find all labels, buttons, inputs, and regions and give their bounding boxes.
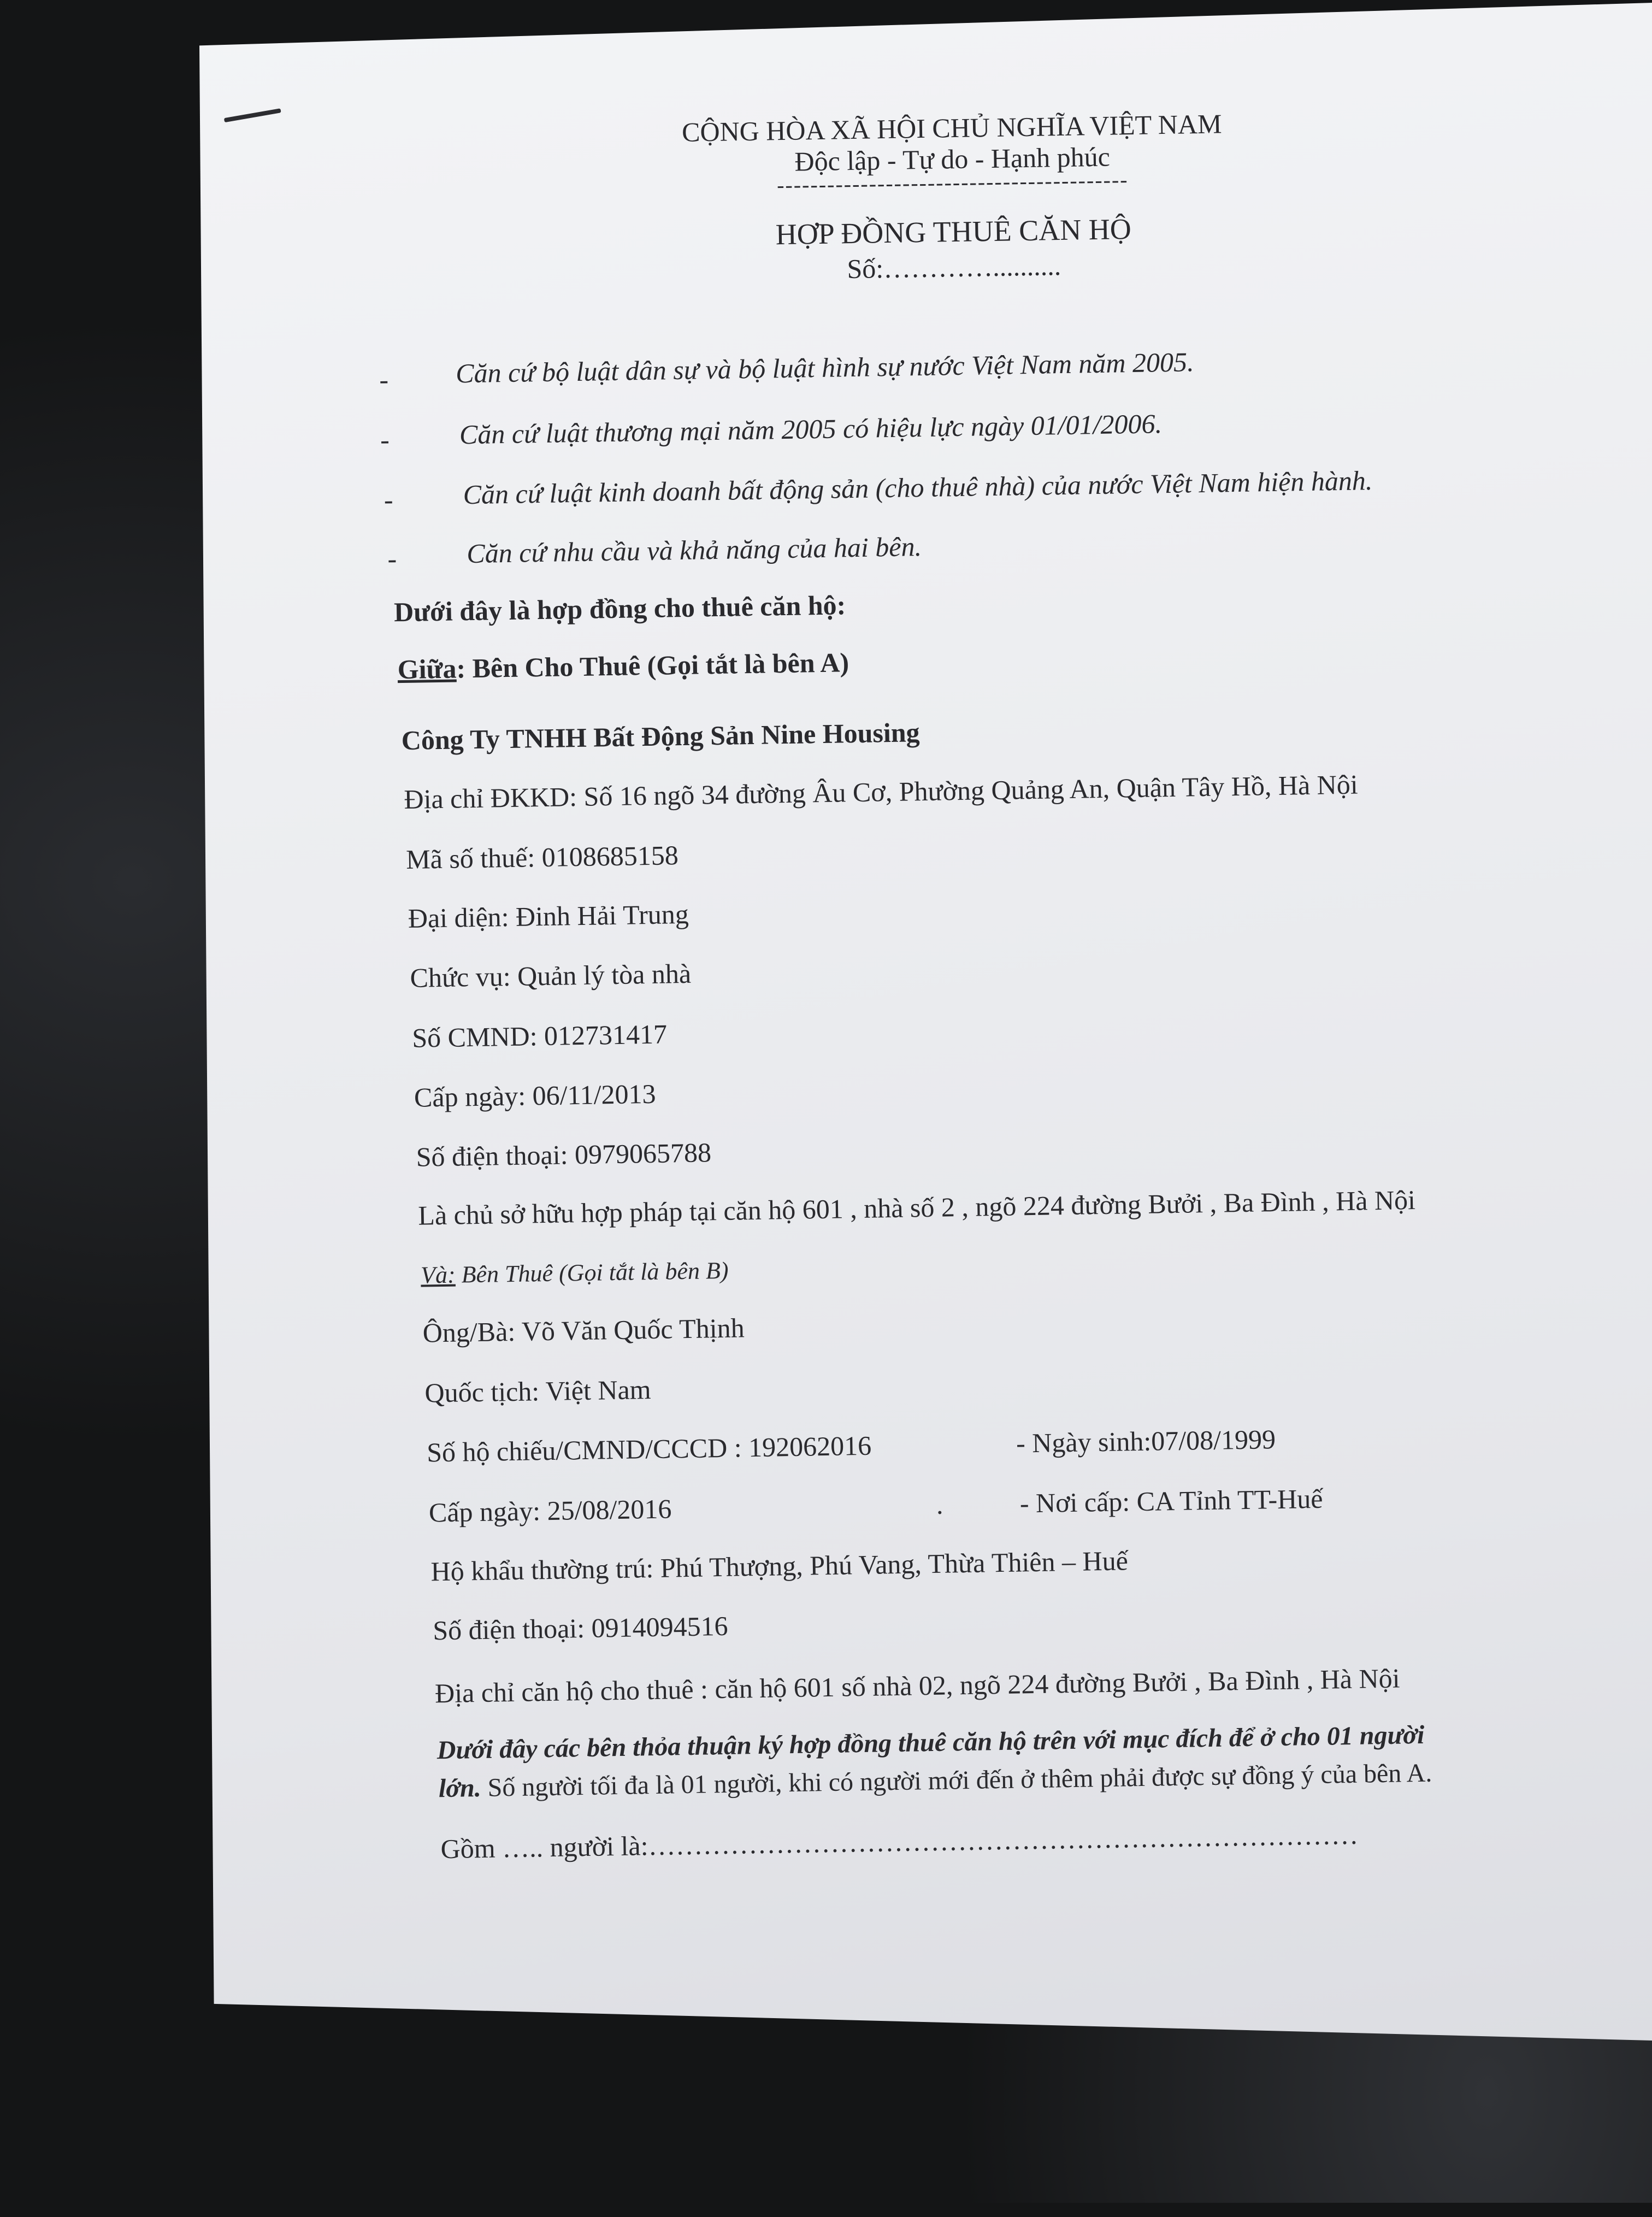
party-a-representative: Đại diện: Đinh Hải Trung	[408, 898, 689, 934]
basis-item: Căn cứ luật thương mại năm 2005 có hiệu lực ngày 01/01/2006.	[459, 408, 1163, 450]
basis-item: Căn cứ luật kinh doanh bất động sản (cho thuê nhà) của nước Việt Nam hiện hành.	[463, 465, 1373, 510]
members-line: Gồm ….. người là:……………………………………………………………………	[440, 1819, 1359, 1865]
country-heading: CỘNG HÒA XÃ HỘI CHỦ NGHĨA VIỆT NAM	[681, 108, 1222, 148]
party-b-name: Ông/Bà: Võ Văn Quốc Thịnh	[422, 1312, 745, 1348]
party-a-tax: Mã số thuế: 0108685158	[405, 840, 679, 875]
party-b-heading	[421, 1254, 729, 1292]
agreement-rest: Số người tối đa là 01 người, khi có người mới đến ở thêm phải được sự đồng ý của bên A.	[481, 1758, 1432, 1803]
party-b-residence: Hộ khẩu thường trú: Phú Thượng, Phú Vang, Thừa Thiên – Huế	[430, 1545, 1129, 1587]
company-name: Công Ty TNHH Bất Động Sản Nine Housing	[401, 717, 920, 756]
basis-item: Căn cứ nhu cầu và khả năng của hai bên.	[466, 531, 922, 569]
contract-title: HỢP ĐỒNG THUÊ CĂN HỘ	[775, 212, 1132, 251]
party-b-lead: Và:	[420, 1261, 456, 1289]
bullet: -	[380, 424, 390, 455]
party-a-position: Chức vụ: Quản lý tòa nhà	[410, 958, 692, 993]
party-a-ownership: Là chủ sở hữu hợp pháp tại căn hộ 601 , nhà số 2 , ngõ 224 đường Bưởi , Ba Đình , Hà Nội	[417, 1184, 1416, 1231]
bullet: -	[384, 484, 393, 515]
agreement-line-1: Dưới đây các bên thỏa thuận ký hợp đồng thuê căn hộ trên với mục đích để ở cho 01 người	[436, 1720, 1425, 1765]
motto: Độc lập - Tự do - Hạnh phúc	[794, 141, 1111, 177]
party-b-phone: Số điện thoại: 0914094516	[432, 1610, 728, 1646]
separator: ------------------------------------------	[776, 167, 1129, 198]
party-b-nationality: Quốc tịch: Việt Nam	[424, 1374, 651, 1408]
intro-heading: Dưới đây là hợp đồng cho thuê căn hộ:	[393, 589, 846, 628]
party-b-issued: Cấp ngày: 25/08/2016	[428, 1493, 672, 1528]
party-b-role: Bên Thuê (Gọi tắt là bên B)	[455, 1257, 729, 1288]
agreement-adult: lớn.	[438, 1773, 482, 1803]
party-b-issued-dot: .	[936, 1489, 943, 1520]
party-b-id: Số hộ chiếu/CMND/CCCD : 192062016	[426, 1430, 872, 1468]
bullet: -	[379, 364, 389, 395]
rental-address: Địa chỉ căn hộ cho thuê : căn hộ 601 số nhà 02, ngõ 224 đường Bưởi , Ba Đình , Hà Nội	[434, 1662, 1400, 1709]
party-a-address: Địa chỉ ĐKKD: Số 16 ngõ 34 đường Âu Cơ, Phường Quảng An, Quận Tây Hồ, Hà Nội	[404, 769, 1359, 815]
bullet: -	[387, 543, 397, 574]
party-a-heading	[397, 646, 849, 686]
contract-number: Số:…………..........	[846, 250, 1061, 285]
party-a-id: Số CMND: 012731417	[411, 1018, 668, 1053]
party-a-issued: Cấp ngày: 06/11/2013	[414, 1078, 656, 1113]
party-a-role: : Bên Cho Thuê (Gọi tắt là bên A)	[456, 647, 849, 684]
party-b-dob: - Ngày sinh:07/08/1999	[1016, 1424, 1276, 1459]
party-a-lead: Giữa	[397, 653, 457, 685]
party-a-phone: Số điện thoại: 0979065788	[416, 1137, 712, 1172]
party-b-issued-place: - Nơi cấp: CA Tỉnh TT-Huế	[1019, 1483, 1323, 1519]
basis-item: Căn cứ bộ luật dân sự và bộ luật hình sự nước Việt Nam năm 2005.	[455, 346, 1194, 389]
pen-mark	[224, 108, 281, 122]
